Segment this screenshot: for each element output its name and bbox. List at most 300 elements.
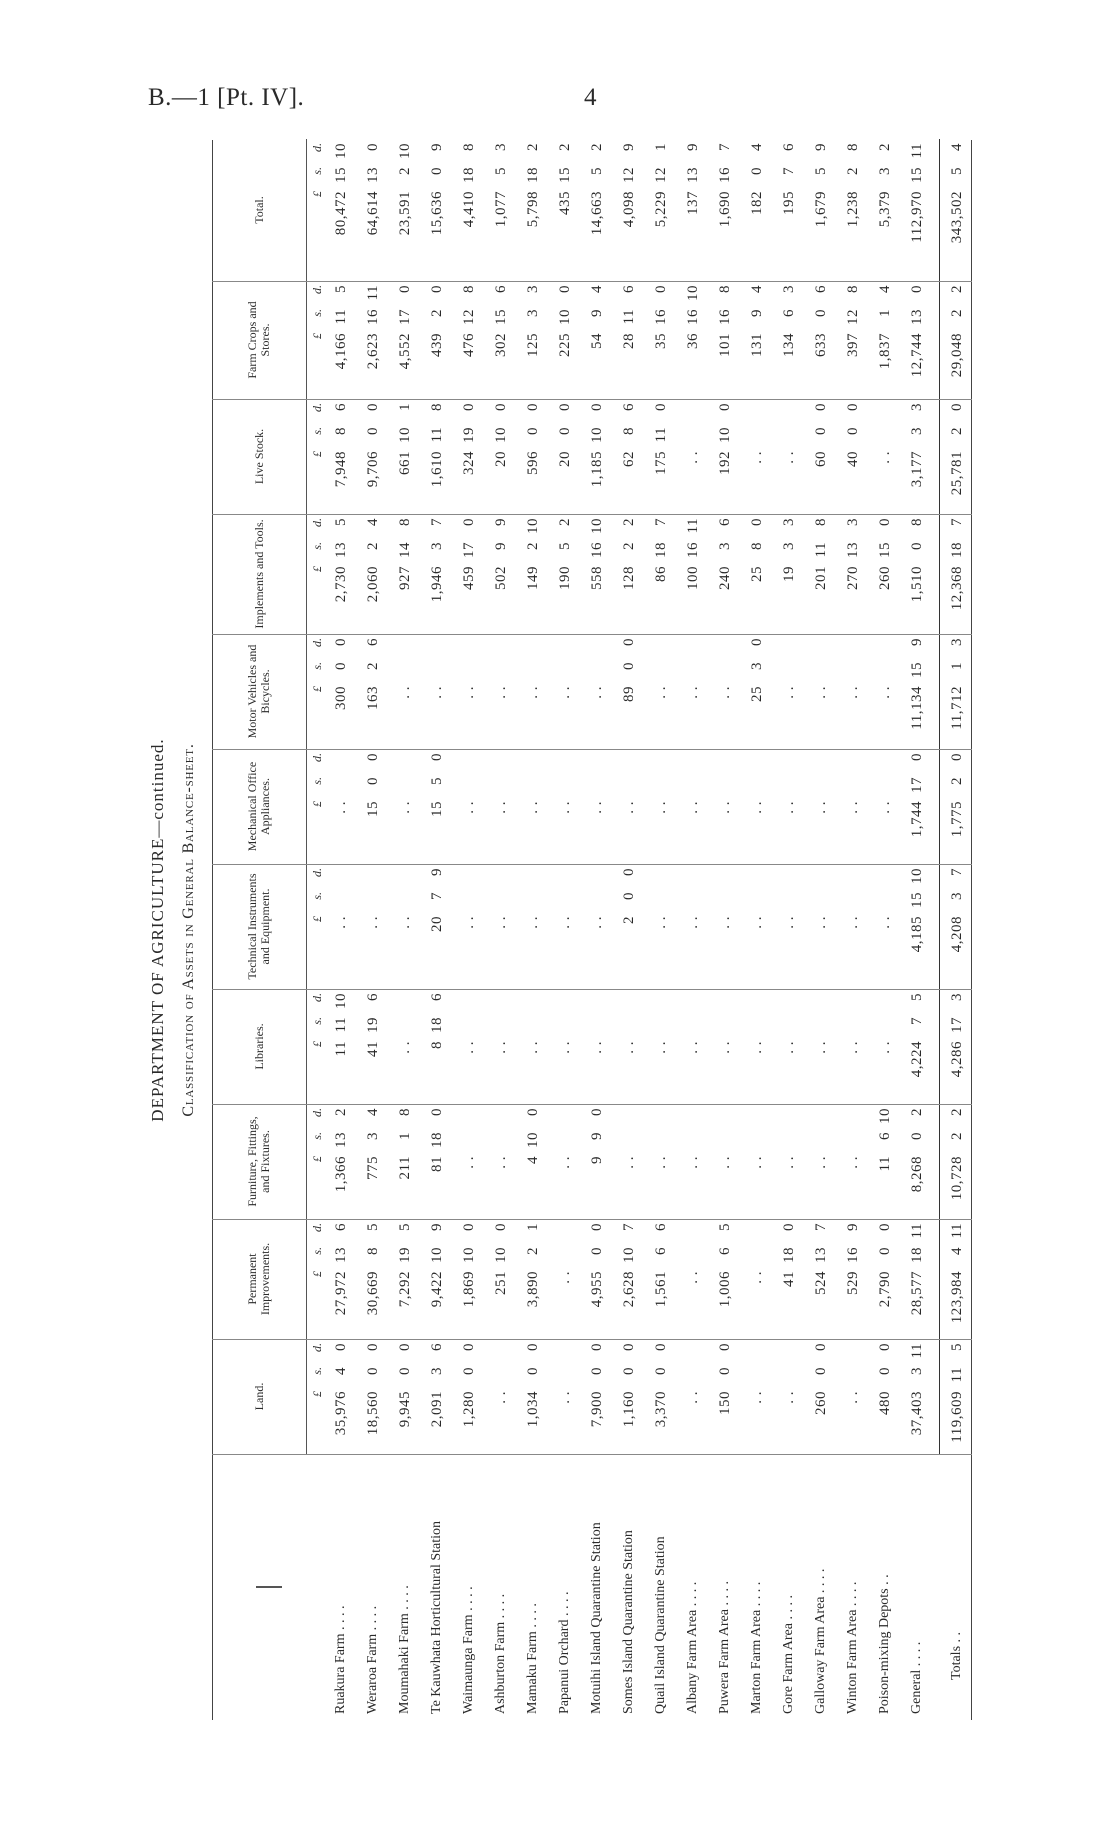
table-cell	[709, 281, 741, 399]
shillings-value: 7	[908, 1017, 925, 1025]
shillings-value: 2	[428, 309, 445, 317]
table-cell	[709, 1219, 741, 1339]
pounds-value: 4,098	[620, 191, 637, 228]
pounds-value: 480	[876, 1391, 893, 1415]
pounds-value: 397	[844, 333, 861, 357]
unit-label: £	[310, 451, 324, 457]
corner-dash-mark	[256, 1587, 282, 1589]
table-cell	[741, 399, 773, 514]
unit-label: s.	[310, 1247, 324, 1255]
pounds-value: . .	[876, 801, 893, 814]
table-cell	[581, 1219, 613, 1339]
pounds-value: 60	[812, 451, 829, 467]
totals-cell	[939, 281, 975, 399]
shillings-value: 13	[332, 1132, 349, 1148]
pounds-value: . .	[844, 801, 861, 814]
pounds-value: . .	[716, 686, 733, 699]
units-row	[307, 399, 325, 514]
shillings-value: 0	[364, 1367, 381, 1375]
table-cell	[901, 864, 933, 989]
row-label: Somes Island Quarantine Station	[621, 1530, 636, 1714]
pounds-value: 7,292	[396, 1271, 413, 1308]
shillings-value: 0	[908, 1132, 925, 1140]
pence-value: 0	[396, 285, 413, 293]
shillings-value: 1	[396, 1132, 413, 1140]
pence-value: 9	[620, 143, 637, 151]
shillings-value: 18	[428, 1017, 445, 1033]
shillings-value: 10	[620, 1247, 637, 1263]
table-cell	[549, 399, 581, 514]
table-cell	[741, 1339, 773, 1454]
pounds-value: . .	[460, 686, 477, 699]
pounds-value: . .	[652, 916, 669, 929]
pence-value: 6	[428, 993, 445, 1001]
pounds-value: . .	[844, 916, 861, 929]
table-cell	[837, 1219, 869, 1339]
pence-value: 9	[684, 143, 701, 151]
shillings-value: 9	[748, 309, 765, 317]
pence-value: 0	[556, 285, 573, 293]
totals-cell	[939, 399, 975, 514]
pounds-value: 101	[716, 333, 733, 357]
table-cell	[389, 1104, 421, 1219]
pounds-value: 4,410	[460, 191, 477, 228]
table-cell	[805, 399, 837, 514]
table-cell	[517, 1339, 549, 1454]
pounds-value: 211	[396, 1156, 413, 1180]
pounds-value: . .	[812, 801, 829, 814]
table-cell	[581, 1104, 613, 1219]
row-label: Weraroa Farm . . . .	[365, 1605, 380, 1714]
table-cell	[581, 281, 613, 399]
pence-value: 0	[812, 1343, 829, 1351]
table-cell	[869, 749, 901, 864]
table-cell	[485, 989, 517, 1104]
shillings-value: 9	[588, 1132, 605, 1140]
pence-value: 8	[844, 285, 861, 293]
pence-value: 3	[949, 638, 965, 646]
pence-value: 0	[588, 1223, 605, 1231]
table-cell	[453, 634, 485, 749]
table-cell	[773, 989, 805, 1104]
pence-value: 5	[716, 1223, 733, 1231]
table-cell	[901, 399, 933, 514]
pence-value: 0	[556, 403, 573, 411]
shillings-value: 0	[812, 427, 829, 435]
pence-value: 11	[908, 1223, 925, 1239]
pence-value: 0	[332, 638, 349, 646]
pounds-value: 62	[620, 451, 637, 467]
table-cell	[453, 864, 485, 989]
pounds-value: 25	[748, 686, 765, 702]
table-cell	[645, 864, 677, 989]
pounds-value: 2,623	[364, 333, 381, 370]
table-cell	[773, 1339, 805, 1454]
pounds-value: . .	[332, 801, 349, 814]
pounds-value: 36	[684, 333, 701, 349]
pence-value: 0	[652, 1343, 669, 1351]
unit-label: d.	[310, 868, 324, 877]
table-cell	[581, 1339, 613, 1454]
pounds-value: . .	[748, 916, 765, 929]
shillings-value: 13	[332, 542, 349, 558]
totals-cell	[939, 989, 975, 1104]
pounds-value: . .	[748, 1041, 765, 1054]
unit-label: £	[310, 566, 324, 572]
pence-value: 9	[492, 518, 509, 526]
totals-cell	[939, 864, 975, 989]
pounds-value: . .	[556, 1271, 573, 1284]
shillings-value: 0	[556, 427, 573, 435]
table-cell	[357, 864, 389, 989]
pence-value: 4	[364, 1108, 381, 1116]
table-cell	[805, 1219, 837, 1339]
pounds-value: 270	[844, 566, 861, 590]
pence-value: 0	[588, 403, 605, 411]
row-label: Waimaunga Farm . . . .	[461, 1586, 476, 1714]
table-cell	[357, 139, 389, 281]
pence-value: 3	[780, 285, 797, 293]
unit-label: £	[310, 333, 324, 339]
pence-value: 0	[620, 638, 637, 646]
pounds-value: 459	[460, 566, 477, 590]
table-cell	[773, 749, 805, 864]
pounds-value: 150	[716, 1391, 733, 1415]
table-cell	[677, 1219, 709, 1339]
pounds-value: . .	[780, 1156, 797, 1169]
table-cell	[549, 1339, 581, 1454]
shillings-value: 11	[332, 309, 349, 325]
shillings-value: 1	[949, 662, 965, 670]
pounds-value: 8,268	[908, 1156, 925, 1193]
shillings-value: 15	[876, 542, 893, 558]
pence-value: 7	[949, 868, 965, 876]
pence-value: 0	[524, 1108, 541, 1116]
table-cell	[709, 514, 741, 634]
pounds-value: . .	[492, 916, 509, 929]
pounds-value: 1,006	[716, 1271, 733, 1308]
table-cell	[901, 1104, 933, 1219]
shillings-value: 8	[332, 427, 349, 435]
shillings-value: 0	[396, 1367, 413, 1375]
shillings-value: 0	[716, 1367, 733, 1375]
pence-value: 5	[364, 1223, 381, 1231]
shillings-value: 0	[364, 427, 381, 435]
unit-label: s.	[310, 309, 324, 317]
shillings-value: 0	[620, 892, 637, 900]
page-number: 4	[584, 84, 597, 111]
pounds-value: . .	[524, 1041, 541, 1054]
pounds-value: 20	[492, 451, 509, 467]
shillings-value: 7	[428, 892, 445, 900]
pence-value: 8	[396, 518, 413, 526]
unit-label: d.	[310, 285, 324, 294]
pounds-value: 9	[588, 1156, 605, 1164]
shillings-value: 18	[652, 542, 669, 558]
pounds-value: . .	[812, 686, 829, 699]
pounds-value: . .	[812, 1156, 829, 1169]
pence-value: 7	[620, 1223, 637, 1231]
table-cell	[389, 139, 421, 281]
table-cell	[837, 634, 869, 749]
units-row	[307, 139, 325, 281]
table-cell	[869, 1104, 901, 1219]
pence-value: 0	[428, 285, 445, 293]
table-cell	[485, 1219, 517, 1339]
table-cell	[869, 1219, 901, 1339]
row-label: Quail Island Quarantine Station	[653, 1536, 668, 1714]
pounds-value: 54	[588, 333, 605, 349]
shillings-value: 11	[620, 309, 637, 325]
pounds-value: 529	[844, 1271, 861, 1295]
pounds-value: . .	[396, 801, 413, 814]
unit-label: £	[310, 686, 324, 692]
table-cell	[517, 139, 549, 281]
table-cell	[677, 989, 709, 1104]
unit-label: s.	[310, 167, 324, 175]
pounds-value: . .	[620, 1041, 637, 1054]
pounds-value: 4,955	[588, 1271, 605, 1308]
pence-value: 0	[460, 518, 477, 526]
pounds-value: 29,048	[949, 333, 965, 378]
row-label: Papanui Orchard . . . .	[557, 1591, 572, 1714]
shillings-value: 2	[844, 167, 861, 175]
table-cell	[837, 139, 869, 281]
pounds-value: 324	[460, 451, 477, 475]
pounds-value: 4,166	[332, 333, 349, 370]
table-cell	[581, 634, 613, 749]
row-label: General . . . .	[909, 1641, 924, 1714]
pounds-value: 9,422	[428, 1271, 445, 1308]
pence-value: 11	[949, 1223, 965, 1239]
pounds-value: 40	[844, 451, 861, 467]
pence-value: 5	[949, 1343, 965, 1351]
pence-value: 0	[460, 1343, 477, 1351]
unit-label: £	[310, 191, 324, 197]
column-header: Libraries.	[212, 989, 307, 1104]
table-cell	[901, 1339, 933, 1454]
pounds-value: 64,614	[364, 191, 381, 236]
pounds-value: 302	[492, 333, 509, 357]
row-label: Marton Farm Area . . . .	[749, 1581, 764, 1714]
pence-value: 8	[716, 285, 733, 293]
table-cell	[741, 864, 773, 989]
pounds-value: 128	[620, 566, 637, 590]
table-cell	[741, 514, 773, 634]
units-row	[307, 634, 325, 749]
row-label: Galloway Farm Area . . . .	[813, 1568, 828, 1714]
data-column	[212, 634, 972, 750]
pounds-value: . .	[524, 916, 541, 929]
pounds-value: . .	[780, 1391, 797, 1404]
shillings-value: 0	[620, 1367, 637, 1375]
shillings-value: 3	[876, 167, 893, 175]
table-cell	[517, 399, 549, 514]
table-cell	[773, 634, 805, 749]
pounds-value: 30,669	[364, 1271, 381, 1316]
table-cell	[773, 139, 805, 281]
pence-value: 5	[332, 285, 349, 293]
pounds-value: . .	[876, 1041, 893, 1054]
pence-value: 0	[908, 753, 925, 761]
unit-label: s.	[310, 662, 324, 670]
table-cell	[677, 749, 709, 864]
shillings-value: 7	[780, 167, 797, 175]
pounds-value: 4,185	[908, 916, 925, 953]
unit-label: £	[310, 916, 324, 922]
pence-value: 0	[492, 1223, 509, 1231]
pounds-value: . .	[876, 686, 893, 699]
table-cell	[677, 139, 709, 281]
table-cell	[773, 281, 805, 399]
pence-value: 5	[908, 993, 925, 1001]
pounds-value: 12,368	[949, 566, 965, 611]
pence-value: 6	[780, 143, 797, 151]
pence-value: 0	[876, 1223, 893, 1231]
data-column	[212, 399, 972, 515]
pounds-value: . .	[588, 686, 605, 699]
unit-label: £	[310, 1391, 324, 1397]
table-cell	[741, 281, 773, 399]
pounds-value: 182	[748, 191, 765, 215]
totals-cell	[939, 749, 975, 864]
shillings-value: 15	[908, 167, 925, 183]
pounds-value: 81	[428, 1156, 445, 1172]
shillings-value: 19	[396, 1247, 413, 1263]
row-label-column	[212, 1454, 972, 1720]
shillings-value: 10	[524, 1132, 541, 1148]
pounds-value: 163	[364, 686, 381, 710]
pounds-value: 18,560	[364, 1391, 381, 1436]
pounds-value: 2,091	[428, 1391, 445, 1428]
pounds-value: 112,970	[908, 191, 925, 243]
pence-value: 7	[949, 518, 965, 526]
row-label: Ashburton Farm . . . .	[493, 1593, 508, 1714]
table-cell	[389, 989, 421, 1104]
pounds-value: 1,837	[876, 333, 893, 370]
shillings-value: 0	[524, 1367, 541, 1375]
pounds-value: . .	[716, 916, 733, 929]
pounds-value: . .	[492, 1391, 509, 1404]
table-cell	[389, 634, 421, 749]
shillings-value: 2	[364, 542, 381, 550]
pence-value: 0	[396, 1343, 413, 1351]
shillings-value: 17	[908, 777, 925, 793]
unit-label: d.	[310, 1108, 324, 1117]
unit-label: £	[310, 801, 324, 807]
shillings-value: 13	[812, 1247, 829, 1263]
pence-value: 8	[844, 143, 861, 151]
pence-value: 2	[556, 518, 573, 526]
pounds-value: . .	[716, 801, 733, 814]
shillings-value: 0	[812, 309, 829, 317]
pounds-value: 15,636	[428, 191, 445, 236]
pence-value: 11	[364, 285, 381, 301]
pounds-value: . .	[780, 1041, 797, 1054]
pence-value: 0	[949, 753, 965, 761]
shillings-value: 6	[876, 1132, 893, 1140]
pounds-value: 2,628	[620, 1271, 637, 1308]
table-cell	[357, 514, 389, 634]
pence-value: 0	[332, 1343, 349, 1351]
pounds-value: . .	[684, 1041, 701, 1054]
pounds-value: . .	[556, 801, 573, 814]
shillings-value: 2	[949, 1132, 965, 1140]
pounds-value: . .	[332, 916, 349, 929]
pence-value: 10	[332, 143, 349, 159]
table-cell	[325, 139, 357, 281]
table-cell	[613, 281, 645, 399]
table-cell	[613, 749, 645, 864]
pounds-value: 11,134	[908, 686, 925, 730]
unit-label: d.	[310, 993, 324, 1002]
pounds-value: 149	[524, 566, 541, 590]
table-cell	[645, 634, 677, 749]
pence-value: 0	[492, 403, 509, 411]
totals-cell	[939, 1219, 975, 1339]
table-cell	[421, 139, 453, 281]
pounds-value: . .	[844, 1156, 861, 1169]
pounds-value: 3,177	[908, 451, 925, 488]
pence-value: 0	[949, 403, 965, 411]
pounds-value: 1,510	[908, 566, 925, 603]
table-cell	[325, 989, 357, 1104]
shillings-value: 0	[876, 1247, 893, 1255]
table-cell	[453, 749, 485, 864]
shillings-value: 3	[428, 542, 445, 550]
table-cell	[837, 281, 869, 399]
pence-value: 0	[780, 1223, 797, 1231]
pounds-value: . .	[428, 686, 445, 699]
table-cell	[453, 399, 485, 514]
shillings-value: 9	[492, 542, 509, 550]
units-row	[307, 749, 325, 864]
shillings-value: 0	[332, 662, 349, 670]
pounds-value: 12,744	[908, 333, 925, 378]
table-cell	[645, 1219, 677, 1339]
data-column	[212, 514, 972, 635]
table-cell	[549, 1219, 581, 1339]
pounds-value: . .	[652, 1156, 669, 1169]
pence-value: 8	[460, 143, 477, 151]
pence-value: 0	[876, 1343, 893, 1351]
pounds-value: . .	[556, 686, 573, 699]
table-cell	[325, 1219, 357, 1339]
pence-value: 1	[396, 403, 413, 411]
pounds-value: 1,366	[332, 1156, 349, 1193]
table-cell	[741, 634, 773, 749]
table-cell	[325, 1104, 357, 1219]
data-column	[212, 1339, 972, 1455]
unit-label: d.	[310, 1223, 324, 1232]
pounds-value: . .	[460, 1041, 477, 1054]
shillings-value: 15	[908, 662, 925, 678]
pounds-value: 37,403	[908, 1391, 925, 1436]
shillings-value: 19	[460, 427, 477, 443]
unit-label: d.	[310, 1343, 324, 1352]
shillings-value: 3	[716, 542, 733, 550]
pounds-value: 9,706	[364, 451, 381, 488]
row-label: Gore Farm Area . . . .	[781, 1595, 796, 1714]
table-cell	[549, 989, 581, 1104]
shillings-value: 11	[652, 427, 669, 443]
table-cell	[805, 634, 837, 749]
table-cell	[805, 1339, 837, 1454]
pence-value: 4	[876, 285, 893, 293]
row-label: Poison-mixing Depots . .	[877, 1574, 892, 1714]
shillings-value: 16	[364, 309, 381, 325]
pounds-value: 4	[524, 1156, 541, 1164]
